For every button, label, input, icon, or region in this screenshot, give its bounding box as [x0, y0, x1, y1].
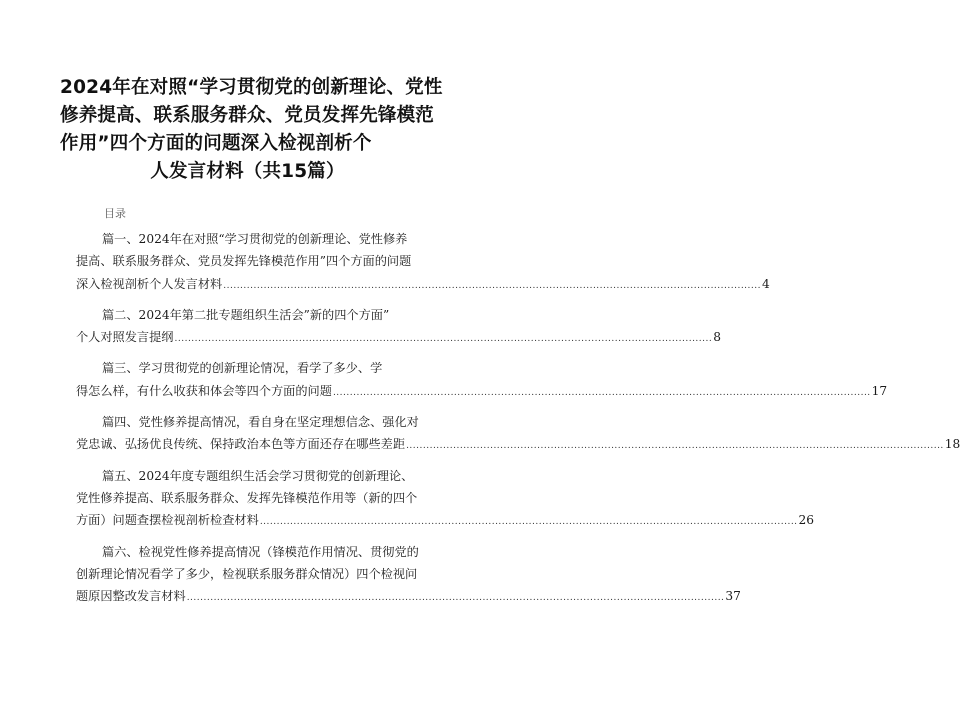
toc-entry[interactable]: [76, 465, 815, 534]
toc-entry-line: 创新理论情况看学了多少，检视联系服务群众情况）四个检视问: [76, 566, 418, 581]
title-line: 作用”四个方面的问题深入检视剖析个: [60, 133, 372, 154]
toc-entry-leader-line: [76, 273, 770, 297]
toc-entry-text: 题原因整改发言材料: [76, 589, 186, 604]
toc-entry-leader-line: [76, 585, 741, 609]
dot-leader: ................................................................................................................................................................: [186, 593, 725, 604]
toc-entry-line: 篇一、2024年在对照“学习贯彻党的创新理论、党性修养: [102, 232, 408, 246]
toc-entry-line: 篇六、检视党性修养提高情况（锋模范作用情况、贯彻党的: [102, 544, 419, 559]
toc-entry-line: 党性修养提高、联系服务群众、发挥先锋模范作用等（新的四个: [76, 490, 418, 505]
dot-leader: ................................................................................................................................................................: [174, 334, 713, 345]
toc-entry-text: 得怎么样，有什么收获和体会等四个方面的问题: [76, 383, 332, 398]
title-line: 人发言材料（共15篇）: [150, 161, 345, 182]
toc-page-number: 17: [871, 383, 888, 398]
toc-entry-text: 方面）问题查摆检视剖析检查材料: [76, 513, 259, 528]
toc-entry-leader-line: [76, 433, 960, 457]
toc-entry-text: 个人对照发言提纲: [76, 330, 174, 345]
toc-entry-line: 篇二、2024年第二批专题组织生活会”新的四个方面”: [102, 307, 390, 322]
dot-leader: ................................................................................................................................................................: [223, 280, 761, 291]
toc-entry[interactable]: [76, 357, 888, 404]
toc-entry[interactable]: [76, 228, 770, 297]
toc-entry-line: 篇五、2024年度专题组织生活会学习贯彻党的创新理论、: [102, 468, 414, 483]
toc-page-number: 18: [944, 437, 960, 452]
toc-entry-line: 篇三、学习贯彻党的创新理论情况，看学了多少、学: [102, 361, 383, 376]
toc-entry-leader-line: [76, 326, 721, 350]
toc-entry[interactable]: [76, 411, 960, 458]
toc-page-number: 4: [761, 276, 770, 291]
toc-entry-text: 深入检视剖析个人发言材料: [76, 276, 223, 291]
toc-entry[interactable]: [76, 541, 741, 610]
dot-leader: ................................................................................................................................................................: [332, 387, 871, 398]
dot-leader: ................................................................................................................................................................: [406, 441, 944, 452]
title-line: 修养提高、联系服务群众、党员发挥先锋模范: [60, 105, 435, 126]
toc-label: 目录: [104, 207, 126, 220]
toc-entry-leader-line: [76, 509, 815, 533]
toc-entry-leader-line: [76, 380, 888, 404]
toc-page-number: 26: [798, 513, 815, 528]
toc-entry-text: 党忠诚、弘扬优良传统、保持政治本色等方面还存在哪些差距: [76, 437, 406, 452]
document-title: [60, 74, 445, 186]
toc-page-number: 37: [725, 589, 741, 604]
toc-entry[interactable]: [76, 304, 721, 351]
toc-entry-line: 篇四、党性修养提高情况，看自身在坚定理想信念、强化对: [102, 415, 419, 430]
toc-entry-line: 提高、联系服务群众、党员发挥先锋模范作用”四个方面的问题: [76, 254, 412, 269]
dot-leader: ................................................................................................................................................................: [259, 517, 798, 528]
table-of-contents: [76, 228, 960, 616]
title-line: 2024年在对照“学习贯彻党的创新理论、党性: [60, 77, 443, 98]
toc-page-number: 8: [713, 330, 721, 345]
